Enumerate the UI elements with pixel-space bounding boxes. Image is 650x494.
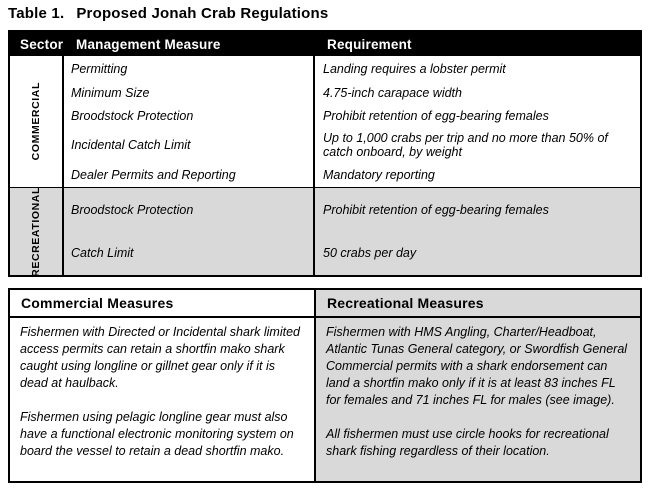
- measure-text: Broodstock Protection: [71, 108, 194, 123]
- table1-section-commercial: [10, 56, 640, 187]
- recreational-measures-cell: [316, 318, 640, 481]
- sector-cell-recreational: [10, 188, 64, 275]
- table2-header-recreational-measures: Recreational Measures: [316, 290, 640, 316]
- measure-cell: [64, 188, 315, 232]
- table2-header-commercial-measures: Commercial Measures: [10, 290, 316, 316]
- measure-cell: [64, 56, 315, 81]
- measure-cell: [64, 232, 315, 276]
- commercial-measures-cell: [10, 318, 316, 481]
- measure-text: Incidental Catch Limit: [71, 137, 191, 152]
- table-row: [64, 162, 640, 187]
- table-row: [64, 81, 640, 104]
- jonah-crab-regulations-table: [8, 30, 642, 277]
- table-row: [64, 56, 640, 81]
- table1-header-row: [10, 32, 640, 56]
- measure-text: Catch Limit: [71, 246, 134, 261]
- measure-cell: [64, 81, 315, 104]
- recreational-paragraph: All fishermen must use circle hooks for recreational shark fishing regardless of their location.: [326, 427, 609, 458]
- commercial-rows: [64, 56, 640, 187]
- requirement-cell: Prohibit retention of egg-bearing females: [323, 202, 549, 217]
- table1-header-sector: Sector: [20, 36, 64, 52]
- measure-text: Minimum Size: [71, 85, 150, 100]
- requirement-cell: Prohibit retention of egg-bearing females: [323, 108, 549, 123]
- requirement-cell: Up to 1,000 crabs per trip and no more than 50% of catch onboard, by weight: [323, 130, 608, 159]
- shark-measures-table: [8, 288, 642, 483]
- table1-header-requirement: Requirement: [327, 36, 412, 52]
- sector-label-recreational: RECREATIONAL: [30, 186, 42, 277]
- table1-header-management-measure: Management Measure: [76, 36, 221, 52]
- table1-title-text: Proposed Jonah Crab Regulations: [76, 5, 329, 22]
- commercial-paragraph: Fishermen using pelagic longline gear must also have a functional electronic monitoring system on board the vessel to retain a dead shortfin mako.: [20, 410, 294, 458]
- table1-title: [8, 5, 328, 22]
- sector-label-commercial: COMMERCIAL: [30, 82, 42, 161]
- recreational-paragraph: Fishermen with HMS Angling, Charter/Headboat, Atlantic Tunas General category, or Swordfish General Commercial permits with a shark endorsement can land a shortfin mako only if it is at least 83 inches FL for females and 71 inches FL for males (see image).: [326, 325, 628, 407]
- table1-title-label: Table 1.: [8, 5, 65, 22]
- measure-text: Dealer Permits and Reporting: [71, 167, 236, 182]
- table-row: [64, 232, 640, 276]
- measure-cell: [64, 127, 315, 162]
- table1-section-recreational: [10, 187, 640, 275]
- table2-body: [10, 318, 640, 481]
- measure-cell: [64, 162, 315, 187]
- table2-header-row: [10, 290, 640, 318]
- table-row: [64, 104, 640, 127]
- requirement-cell: Landing requires a lobster permit: [323, 61, 506, 76]
- requirement-cell: 4.75-inch carapace width: [323, 85, 462, 100]
- measure-cell: [64, 104, 315, 127]
- requirement-cell: Mandatory reporting: [323, 167, 435, 182]
- measure-text: Permitting: [71, 61, 128, 76]
- sector-cell-commercial: [10, 56, 64, 187]
- requirement-cell: 50 crabs per day: [323, 246, 417, 261]
- recreational-rows: [64, 188, 640, 275]
- measure-text: Broodstock Protection: [71, 202, 194, 217]
- commercial-paragraph: Fishermen with Directed or Incidental shark limited access permits can retain a shortfin mako shark caught using longline or gillnet gear only if it is dead at haulback.: [20, 325, 300, 390]
- table-row: [64, 188, 640, 232]
- table-row: [64, 127, 640, 162]
